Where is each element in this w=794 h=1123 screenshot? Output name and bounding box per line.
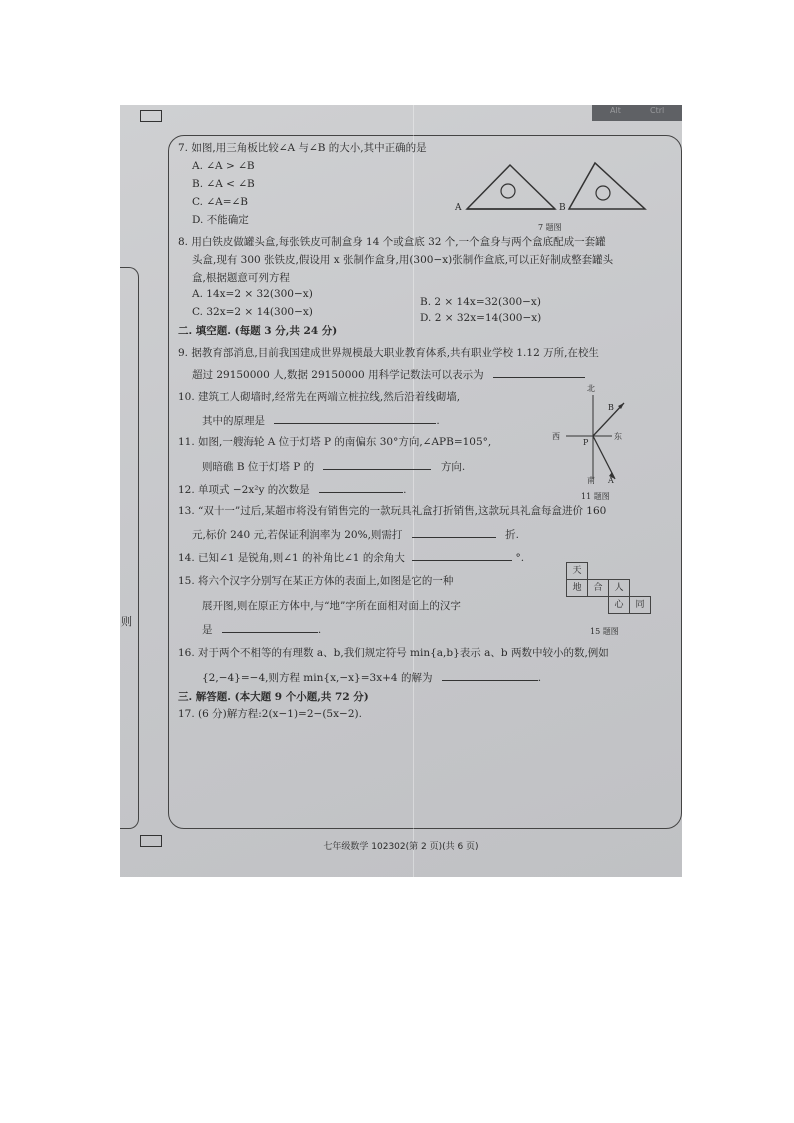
west-label: 西: [552, 432, 560, 441]
q16-answer-blank[interactable]: [442, 670, 538, 681]
q14-answer-blank[interactable]: [412, 550, 512, 561]
q11-figure: [548, 383, 638, 495]
page-footer: 七年级数学 102302(第 2 页)(共 6 页): [323, 842, 479, 852]
alt-key-label: Alt: [610, 106, 621, 115]
ctrl-key-label: Ctrl: [650, 106, 665, 115]
q13-line2-end: 折.: [505, 529, 519, 541]
cube-net-cell: 合: [587, 579, 609, 597]
q7-stem: 7. 如图,用三角板比较∠A 与∠B 的大小,其中正确的是: [178, 142, 427, 154]
q17-line: 17. (6 分)解方程:2(x−1)=2−(5x−2).: [178, 708, 362, 720]
q14-end: °.: [515, 552, 525, 564]
q9-line2: [192, 367, 585, 382]
q12-text: 12. 单项式 −2x²y 的次数是: [178, 484, 310, 496]
q13-line2-text: 元,标价 240 元,若保证利润率为 20%,则需打: [192, 529, 403, 541]
east-label: 东: [614, 432, 622, 441]
q16-line1: 16. 对于两个不相等的有理数 a、b,我们规定符号 min{a,b}表示 a、b 两数中较小的数,例如: [178, 647, 609, 659]
point-p-label: P: [583, 438, 589, 447]
q7-option-b: B. ∠A < ∠B: [192, 178, 255, 190]
q12-answer-blank[interactable]: [319, 482, 403, 493]
section-3-heading: 三. 解答题. (本大题 9 个小题,共 72 分): [178, 691, 369, 703]
triangle-rulers-diagram: [455, 157, 655, 217]
point-a-label: A: [608, 476, 614, 485]
binding-char: 则: [121, 615, 132, 628]
q11-line2-end: 方向.: [440, 461, 466, 473]
q8-line2: 头盒,现有 300 张铁皮,假设用 x 张制作盒身,用(300−x)张制作盒底,可以正好制成整套罐头: [192, 254, 614, 266]
cube-net-cell: 同: [629, 596, 651, 614]
keyboard-edge: [592, 105, 682, 121]
q8-option-d: D. 2 × 32x=14(300−x): [420, 312, 542, 324]
q8-line3: 盒,根据题意可列方程: [192, 272, 290, 284]
north-label: 北: [587, 384, 595, 393]
cube-net-cell: 心: [608, 596, 630, 614]
q8-option-a: A. 14x=2 × 32(300−x): [192, 288, 313, 300]
q10-answer-blank[interactable]: [274, 413, 436, 424]
q15-line3-text: 是: [202, 624, 213, 636]
q15-answer-blank[interactable]: [222, 622, 318, 633]
cube-net-cell: 天: [566, 562, 588, 580]
q11-answer-blank[interactable]: [323, 459, 431, 470]
q11-line2-text: 则暗礁 B 位于灯塔 P 的: [202, 461, 315, 473]
q11-line2: [202, 459, 465, 474]
q10-line1: 10. 建筑工人砌墙时,经常先在两端立桩拉线,然后沿着线砌墙,: [178, 391, 461, 403]
corner-mark-top: [140, 110, 162, 122]
q10-line2: 其中的原理是 .: [202, 415, 440, 427]
exam-photo: [120, 105, 682, 877]
cube-net-figure: [566, 562, 656, 620]
q9-line2-text: 超过 29150000 人,数据 29150000 用科学记数法可以表示为: [192, 369, 484, 381]
binding-strip: [120, 267, 139, 829]
q7-figure: [455, 157, 655, 217]
q11-line1: 11. 如图,一艘海轮 A 位于灯塔 P 的南偏东 30°方向,∠APB=105°,: [178, 436, 492, 448]
q9-line1: 9. 据教育部消息,目前我国建成世界规模最大职业教育体系,共有职业学校 1.12 万所,在校生: [178, 347, 599, 359]
cube-net-cell: 人: [608, 579, 630, 597]
q12-line: 12. 单项式 −2x²y 的次数是 .: [178, 484, 407, 496]
south-label: 南: [587, 476, 595, 485]
q15-line2: 展开图,则在原正方体中,与“地”字所在面相对面上的汉字: [202, 600, 461, 612]
q10-line2-text: 其中的原理是: [202, 415, 265, 427]
q8-option-c: C. 32x=2 × 14(300−x): [192, 306, 313, 318]
q16-line2: {2,−4}=−4,则方程 min{x,−x}=3x+4 的解为 .: [202, 672, 542, 684]
q8-option-b: B. 2 × 14x=32(300−x): [420, 296, 541, 308]
q15-line3: 是 .: [202, 624, 322, 636]
q7-option-d: D. 不能确定: [192, 214, 249, 226]
q7-caption: 7 题图: [538, 223, 562, 232]
q8-line1: 8. 用白铁皮做罐头盒,每张铁皮可制盒身 14 个或盒底 32 个,一个盒身与两个盒底配成一套罐: [178, 236, 606, 248]
section-2-heading: 二. 填空题. (每题 3 分,共 24 分): [178, 325, 338, 337]
cube-net-cell: 地: [566, 579, 588, 597]
q14-line: [178, 550, 524, 565]
q14-text: 14. 已知∠1 是锐角,则∠1 的补角比∠1 的余角大: [178, 552, 405, 564]
q11-caption: 11 题图: [581, 492, 610, 501]
q7-option-a: A. ∠A > ∠B: [192, 160, 255, 172]
q9-answer-blank[interactable]: [493, 367, 585, 378]
q16-line2-text: {2,−4}=−4,则方程 min{x,−x}=3x+4 的解为: [202, 672, 433, 684]
q13-line1: 13. “双十一”过后,某超市将没有销售完的一款玩具礼盒打折销售,这款玩具礼盒每盒进价 160: [178, 505, 607, 517]
q13-line2: [192, 527, 519, 542]
q7-option-c: C. ∠A=∠B: [192, 196, 249, 208]
point-b-label: B: [608, 403, 614, 412]
q7-label-b: B: [559, 203, 566, 213]
q15-caption: 15 题图: [590, 627, 619, 636]
q15-line1: 15. 将六个汉字分别写在某正方体的表面上,如图是它的一种: [178, 575, 454, 587]
fold-line: [413, 105, 414, 877]
q7-label-a: A: [455, 203, 462, 213]
q13-answer-blank[interactable]: [412, 527, 496, 538]
